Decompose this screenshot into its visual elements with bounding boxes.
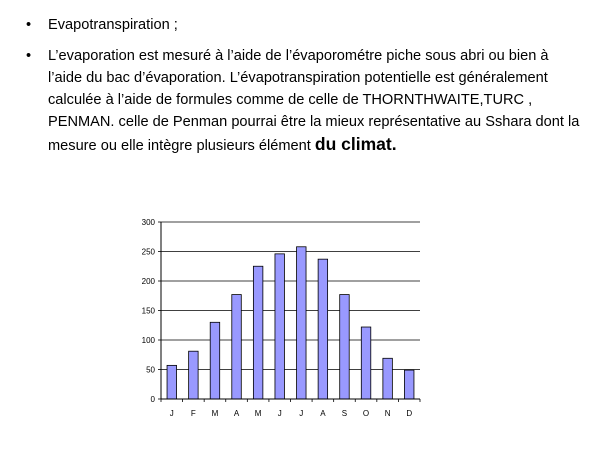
x-tick-label: F bbox=[190, 409, 196, 418]
y-tick-label: 50 bbox=[146, 365, 155, 375]
x-tick-label: J bbox=[277, 409, 282, 418]
x-tick-label: A bbox=[320, 409, 326, 418]
bullet-marker: • bbox=[26, 17, 32, 33]
bars bbox=[167, 247, 414, 399]
x-tick-label: J bbox=[299, 409, 304, 418]
bullet-text-2-emphasis: du climat. bbox=[314, 134, 397, 154]
evapotranspiration-bar-chart bbox=[125, 210, 425, 430]
bar bbox=[253, 266, 262, 399]
y-tick-label: 0 bbox=[150, 395, 155, 404]
gridlines bbox=[161, 222, 420, 370]
y-tick-label: 150 bbox=[141, 306, 155, 316]
bullet-item-2 bbox=[26, 45, 586, 157]
bar bbox=[361, 327, 370, 399]
y-tick-label: 300 bbox=[141, 218, 155, 227]
bullet-text-2: L’evaporation est mesuré à l’aide de l’évaporométre piche sous abri ou bien à l’aide du bac d’évaporation. L’évapotranspiration potentielle est généralement calculée à l’aide de formules comme de celle de THORNTHWAITE,TURC , PENMAN. celle de Penman pourrai être la mieux représentative au Sshara dont la mesure ou elle intègre plusieurs élément bbox=[48, 48, 580, 154]
bullet-list bbox=[26, 14, 586, 166]
bar bbox=[297, 247, 306, 399]
y-tick-label: 250 bbox=[141, 247, 155, 257]
bullet-text-1: Evapotranspiration ; bbox=[48, 17, 178, 33]
y-tick-label: 100 bbox=[141, 336, 155, 345]
x-tick-label: D bbox=[406, 409, 413, 418]
x-tick-label: S bbox=[341, 409, 348, 418]
bar bbox=[340, 295, 349, 399]
bullet-marker: • bbox=[26, 48, 32, 64]
bar bbox=[318, 259, 327, 399]
x-tick-label: J bbox=[169, 409, 174, 418]
bar bbox=[232, 295, 241, 399]
bar bbox=[383, 358, 392, 399]
x-tick-label: O bbox=[362, 409, 370, 418]
bar bbox=[404, 370, 413, 399]
x-tick-label: A bbox=[233, 409, 240, 418]
bar bbox=[275, 254, 284, 399]
bar bbox=[210, 322, 219, 399]
x-tick-label: M bbox=[254, 409, 262, 418]
y-tick-label: 200 bbox=[141, 277, 155, 286]
bar bbox=[189, 351, 198, 399]
bar bbox=[167, 365, 176, 399]
x-tick-label: M bbox=[211, 409, 219, 418]
x-tick-label: N bbox=[384, 409, 391, 418]
bullet-item-1 bbox=[26, 14, 586, 36]
